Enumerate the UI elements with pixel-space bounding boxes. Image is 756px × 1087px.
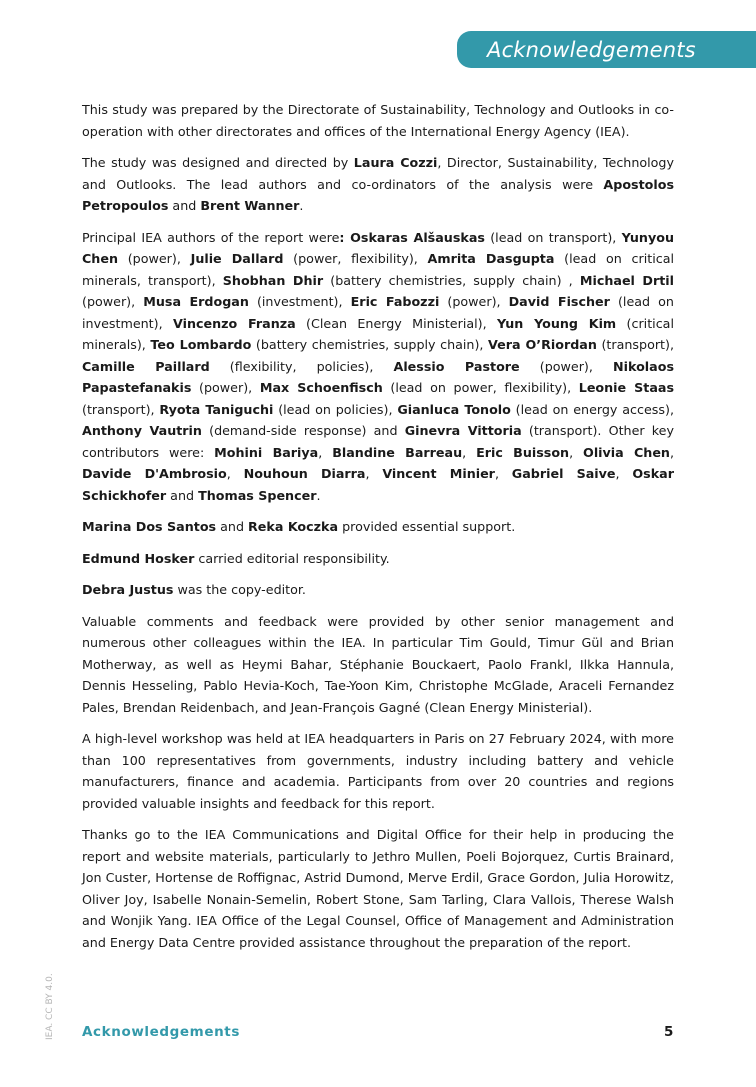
text-run: , Director, Sustainability, Technology and Outlooks. The lead authors and co-ordinators of the analysis were [82,155,674,192]
bold-name: Apostolos Petropoulos [82,176,674,213]
text-run: carried editorial responsibility. [194,550,390,566]
text-run: (flexibility, policies), [209,358,394,374]
bold-name: Davide D'Ambrosio [82,466,227,481]
body-text [82,99,674,963]
text-run: (transport). Other key contributors were: [82,423,674,460]
bold-name: Vincent Minier [382,466,495,481]
bold-name: Olivia Chen [583,444,670,460]
text-run: , [669,444,675,460]
bold-name: Debra Justus [82,582,174,597]
text-run: , [365,466,383,481]
bold-name: Laura Cozzi [353,155,438,170]
text-run: (battery chemistries, supply chain) , [323,272,580,288]
paragraph [82,728,674,814]
paragraph [82,611,674,719]
text-run: , [615,466,633,481]
bold-name: Shobhan Dhir [222,272,324,288]
bold-name: Vera O’Riordan [488,337,597,352]
bold-name: Mohini Bariya [214,444,319,460]
text-run: (investment), [248,294,351,309]
text-run: (transport), [82,401,160,417]
text-run: , [462,444,477,460]
bold-name: Vincenzo Franza [173,315,296,331]
text-run: (lead on critical minerals, transport), [82,251,674,288]
bold-name: Edmund Hosker [82,550,195,566]
text-run: Principal IEA authors of the report were [82,229,340,245]
bold-name: Amrita Dasgupta [427,251,555,266]
text-run: and [216,519,249,534]
text-run: (power), [117,251,191,266]
bold-name: Ryota Taniguchi [159,401,274,417]
bold-name: Eric Buisson [476,444,570,460]
text-run: (power, flexibility), [283,251,428,266]
paragraph [82,824,674,953]
bold-name: Brent Wanner [200,198,300,213]
bold-name: Nouhoun Diarra [243,466,366,481]
bold-name: Yun Young Kim [497,315,617,331]
paragraph [82,516,674,538]
text-run: (power), [191,380,260,395]
text-run: was the copy-editor. [173,582,306,597]
text-run: A high-level workshop was held at IEA headquarters in Paris on 27 February 2024, with more than 100 representatives from governments, industry including battery and vehicle manufacturers, finance and academia. Participants from over 20 countries and regions provided valuable insights and feedback for this report. [82,731,674,811]
bold-name: Gianluca Tonolo [397,401,511,417]
bold-name: David Fischer [508,294,610,309]
text-run: and [166,487,199,503]
bold-name: Gabriel Saive [511,466,616,481]
paragraph [82,227,674,507]
text-run: (lead on policies), [273,401,398,417]
bold-name: Camille Paillard [82,358,210,374]
footer-section-title: Acknowledgements [82,1024,240,1040]
text-run: This study was prepared by the Directorate of Sustainability, Technology and Outlooks in co-operation with other directorates and offices of the International Energy Agency (IEA). [82,102,674,139]
text-run: . [299,198,304,213]
text-run: and [168,198,201,213]
bold-name: Thomas Spencer [198,487,317,503]
bold-name: Musa Erdogan [143,294,249,309]
bold-name: Oskar Schickhofer [82,466,674,503]
bold-name: Max Schoenfisch [259,380,383,395]
header-section-title: Acknowledgements [487,37,696,62]
bold-name: Nikolaos Papastefanakis [82,358,674,395]
paragraph [82,152,674,217]
text-run: (power), [82,294,144,309]
bold-name: Eric Fabozzi [350,294,440,309]
text-run: . [316,487,321,503]
bold-name: Ginevra Vittoria [404,423,522,438]
bold-name: Julie Dallard [190,251,284,266]
paragraph [82,548,674,570]
text-run: (battery chemistries, supply chain), [251,337,489,352]
bold-name: Blandine Barreau [332,444,463,460]
text-run: (transport), [596,337,675,352]
bold-name: Anthony Vautrin [82,423,202,438]
license-note: IEA. CC BY 4.0. [45,973,55,1040]
text-run: (power), [519,358,614,374]
text-run: Thanks go to the IEA Communications and Digital Office for their help in producing the report and website materials, particularly to Jethro Mullen, Poeli Bojorquez, Curtis Brainard, Jon Custer, Hortense de Roffignac, Astrid Dumond, Merve Erdil, Grace Gordon, Julia Horowitz, Oliver Joy, Isabelle Nonain-Semelin, Robert Stone, Sam Tarling, Clara Vallois, Therese Walsh and Wonjik Yang. IEA Office of the Legal Counsel, Office of Management and Administration and Energy Data Centre provided assistance throughout the preparation of the report. [82,827,674,950]
bold-name: Michael Drtil [579,272,674,288]
bold-name: Marina Dos Santos [82,519,217,534]
page-number: 5 [664,1024,674,1040]
text-run: , [226,466,244,481]
text-run: (power), [439,294,509,309]
text-run: (demand-side response) and [201,423,405,438]
text-run: provided essential support. [338,519,516,534]
text-run: (critical minerals), [82,315,674,352]
text-run: (lead on transport), [484,229,622,245]
bold-name: Yunyou Chen [82,229,674,266]
text-run: The study was designed and directed by [82,155,354,170]
text-run: (Clean Energy Ministerial), [295,315,498,331]
text-run: (lead on power, flexibility), [382,380,579,395]
text-run: , [569,444,584,460]
text-run: (lead on investment), [82,294,674,331]
bold-name: : Oskaras Alšauskas [339,229,485,245]
bold-name: Leonie Staas [578,380,675,395]
bold-name: Teo Lombardo [150,337,252,352]
text-run: Valuable comments and feedback were provided by other senior management and numerous other colleagues within the IEA. In particular Tim Gould, Timur Gül and Brian Motherway, as well as Heymi Bahar, Stéphanie Bouckaert, Paolo Frankl, Ilkka Hannula, Dennis Hesseling, Pablo Hevia-Koch, Tae-Yoon Kim, Christophe McGlade, Araceli Fernandez Pales, Brendan Reidenbach, and Jean-François Gagné (Clean Energy Ministerial). [82,613,674,715]
text-run: , [318,444,333,460]
header-banner [457,31,756,68]
text-run: , [494,466,512,481]
text-run: (lead on energy access), [510,401,674,417]
paragraph [82,99,674,142]
bold-name: Reka Koczka [248,519,339,534]
bold-name: Alessio Pastore [393,358,520,374]
paragraph [82,579,674,601]
